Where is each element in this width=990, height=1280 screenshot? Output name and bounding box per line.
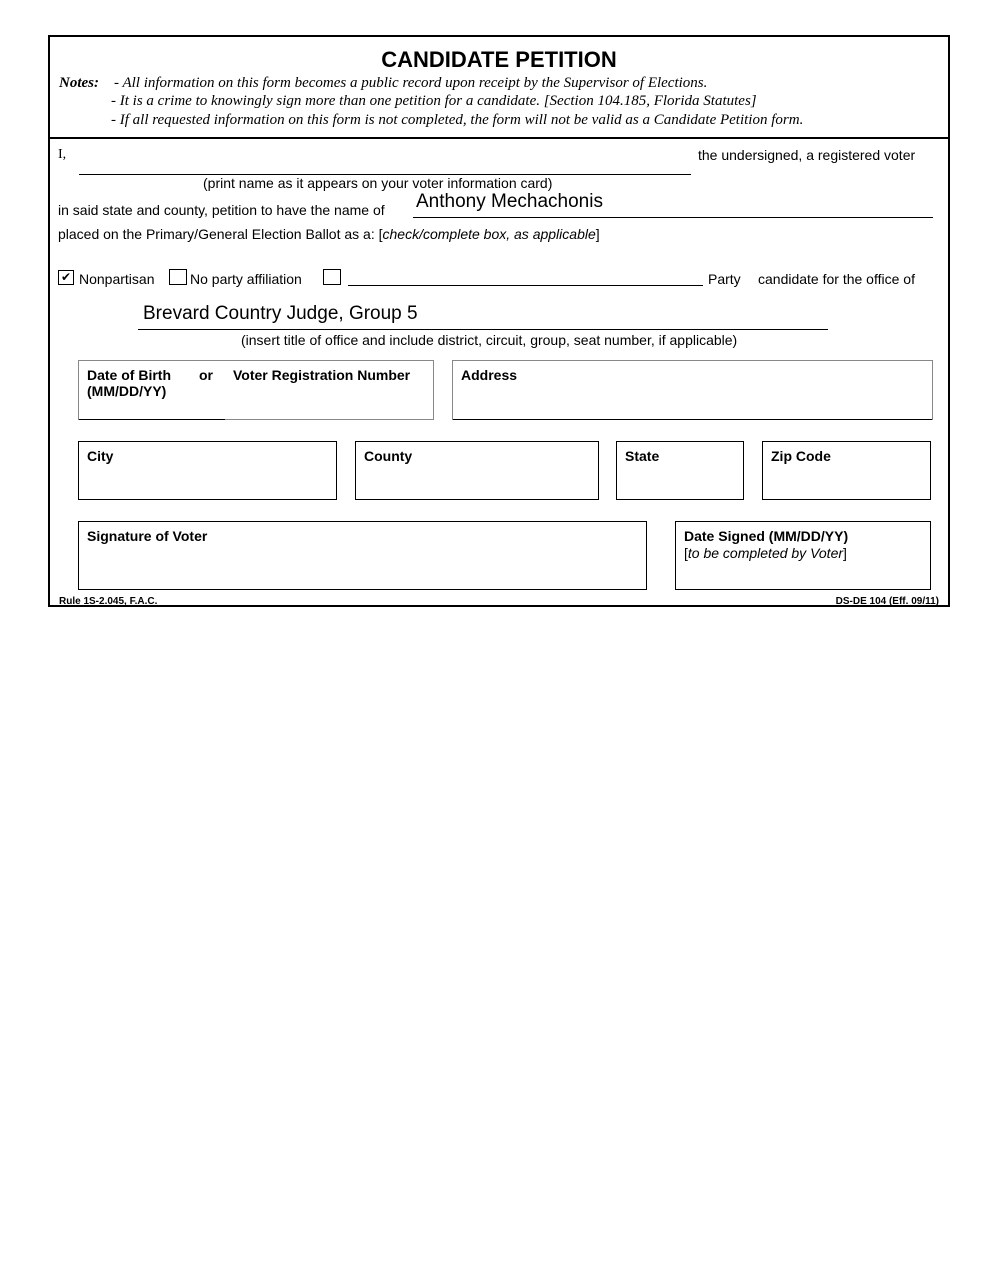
zip-code-field[interactable] bbox=[762, 441, 931, 500]
dob-underline bbox=[79, 419, 225, 420]
city-label: City bbox=[87, 448, 114, 464]
dob-voter-reg-field[interactable] bbox=[78, 360, 434, 420]
no-party-checkbox[interactable] bbox=[169, 269, 187, 285]
office-line bbox=[138, 329, 828, 330]
city-field[interactable] bbox=[78, 441, 337, 500]
nonpartisan-label: Nonpartisan bbox=[79, 271, 155, 287]
candidate-petition-form bbox=[48, 35, 950, 607]
county-label: County bbox=[364, 448, 413, 464]
ballot-text: placed on the Primary/General Election Ballot as a: [check/complete box, as applicable] bbox=[58, 226, 600, 242]
note-3: - If all requested information on this form is not completed, the form will not be valid as a Candidate Petition form. bbox=[111, 112, 804, 128]
line1-suffix: the undersigned, a registered voter bbox=[698, 147, 916, 163]
address-label: Address bbox=[461, 367, 518, 383]
county-field[interactable] bbox=[355, 441, 599, 500]
voter-reg-label: Voter Registration Number bbox=[233, 367, 411, 383]
line1-prefix: I, bbox=[58, 147, 67, 162]
header-divider bbox=[50, 137, 948, 139]
address-field[interactable] bbox=[452, 360, 933, 420]
state-label: State bbox=[625, 448, 660, 464]
notes-label: Notes: bbox=[59, 75, 99, 91]
print-name-caption: (print name as it appears on your voter information card) bbox=[203, 175, 553, 191]
signature-field[interactable] bbox=[78, 521, 647, 590]
dob-label: Date of Birth (MM/DD/YY) bbox=[87, 367, 171, 399]
note-1: - All information on this form becomes a public record upon receipt by the Supervisor of Elections. bbox=[114, 75, 708, 91]
candidate-name-line bbox=[413, 217, 933, 218]
form-title: CANDIDATE PETITION bbox=[381, 47, 617, 72]
party-checkbox[interactable] bbox=[323, 269, 341, 285]
or-label: or bbox=[199, 367, 213, 383]
date-signed-label: Date Signed (MM/DD/YY) bbox=[684, 528, 849, 544]
date-signed-field[interactable] bbox=[675, 521, 931, 590]
signature-label: Signature of Voter bbox=[87, 528, 208, 544]
office-caption: (insert title of office and include district, circuit, group, seat number, if applicable) bbox=[241, 332, 738, 348]
address-underline bbox=[453, 419, 932, 420]
party-label: Party bbox=[708, 271, 741, 287]
footer-rule: Rule 1S-2.045, F.A.C. bbox=[59, 596, 158, 607]
zip-code-label: Zip Code bbox=[771, 448, 831, 464]
office-field[interactable]: Brevard Country Judge, Group 5 bbox=[143, 303, 418, 324]
note-2: - It is a crime to knowingly sign more than one petition for a candidate. [Section 104.185, Florida Statutes] bbox=[111, 93, 757, 109]
state-field[interactable] bbox=[616, 441, 744, 500]
no-party-label: No party affiliation bbox=[190, 271, 302, 287]
petition-text: in said state and county, petition to have the name of bbox=[58, 202, 385, 218]
footer-form-id: DS-DE 104 (Eff. 09/11) bbox=[835, 596, 939, 607]
party-name-line[interactable] bbox=[348, 285, 703, 286]
candidate-name-field[interactable]: Anthony Mechachonis bbox=[416, 191, 603, 212]
office-text: candidate for the office of bbox=[758, 271, 915, 287]
nonpartisan-checkbox[interactable]: ✔ bbox=[58, 270, 74, 285]
date-signed-note: [to be completed by Voter] bbox=[684, 545, 847, 561]
